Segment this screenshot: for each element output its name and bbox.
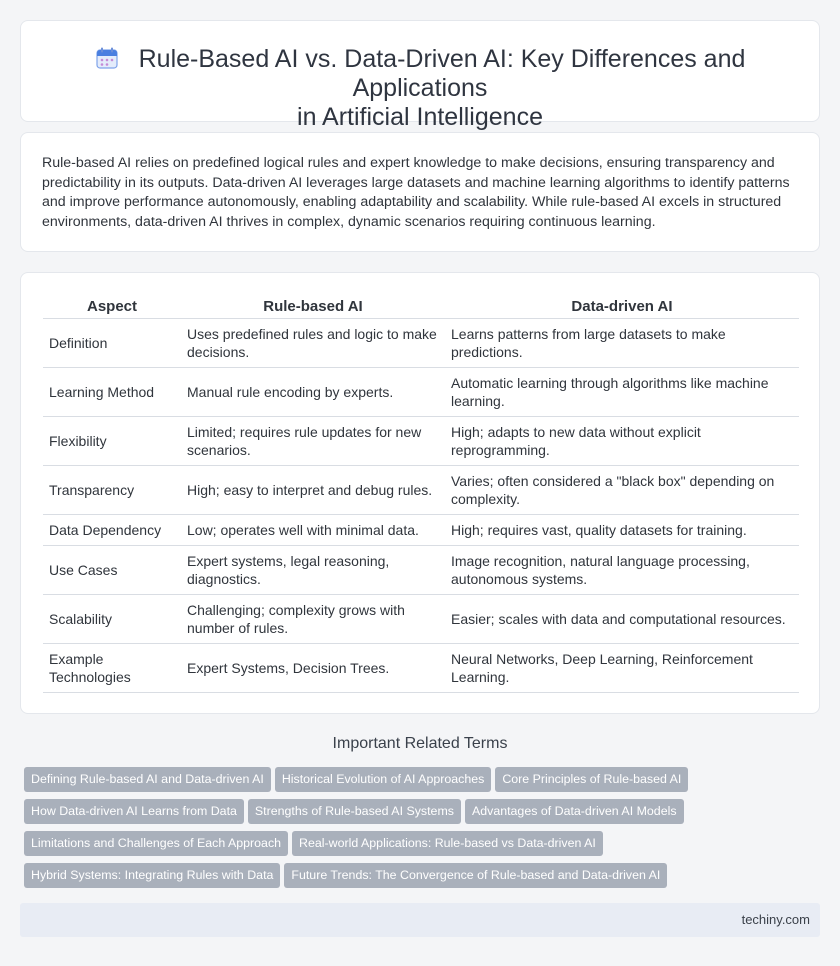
table-row <box>43 466 799 515</box>
cell-data-driven: Image recognition, natural language processing, autonomous systems. <box>445 546 799 595</box>
related-term-chip[interactable]: Real-world Applications: Rule-based vs Data-driven AI <box>292 831 603 856</box>
table-header-row <box>43 297 799 319</box>
cell-aspect: Scalability <box>43 595 181 644</box>
table-row <box>43 515 799 546</box>
header-data-driven: Data-driven AI <box>445 297 799 319</box>
comparison-table <box>43 297 799 693</box>
cell-data-driven: Learns patterns from large datasets to make predictions. <box>445 319 799 368</box>
related-term-chip[interactable]: Hybrid Systems: Integrating Rules with Data <box>24 863 280 888</box>
intro-card <box>20 132 820 252</box>
table-row <box>43 546 799 595</box>
cell-data-driven: Easier; scales with data and computational resources. <box>445 595 799 644</box>
cell-rule-based: Manual rule encoding by experts. <box>181 368 445 417</box>
cell-aspect: Transparency <box>43 466 181 515</box>
cell-aspect: Data Dependency <box>43 515 181 546</box>
cell-data-driven: High; adapts to new data without explicit reprogramming. <box>445 417 799 466</box>
related-term-chip[interactable]: Advantages of Data-driven AI Models <box>465 799 684 824</box>
cell-rule-based: Low; operates well with minimal data. <box>181 515 445 546</box>
comparison-card <box>20 272 820 714</box>
cell-aspect: Example Technologies <box>43 644 181 693</box>
cell-aspect: Use Cases <box>43 546 181 595</box>
related-term-chip[interactable]: Limitations and Challenges of Each Approach <box>24 831 288 856</box>
table-row <box>43 595 799 644</box>
cell-data-driven: High; requires vast, quality datasets for training. <box>445 515 799 546</box>
cell-data-driven: Automatic learning through algorithms like machine learning. <box>445 368 799 417</box>
cell-rule-based: Expert Systems, Decision Trees. <box>181 644 445 693</box>
footer-site-link[interactable]: techiny.com <box>741 912 810 927</box>
table-row <box>43 368 799 417</box>
cell-data-driven: Varies; often considered a "black box" depending on complexity. <box>445 466 799 515</box>
footer <box>20 903 820 937</box>
related-term-chip[interactable]: Defining Rule-based AI and Data-driven AI <box>24 767 271 792</box>
table-row <box>43 417 799 466</box>
page-title <box>21 45 819 132</box>
cell-aspect: Definition <box>43 319 181 368</box>
title-line-2: in Artificial Intelligence <box>297 103 543 131</box>
related-term-chip[interactable]: Historical Evolution of AI Approaches <box>275 767 492 792</box>
cell-rule-based: Challenging; complexity grows with number of rules. <box>181 595 445 644</box>
related-terms-list <box>24 767 824 895</box>
header-rule-based: Rule-based AI <box>181 297 445 319</box>
table-row <box>43 644 799 693</box>
cell-data-driven: Neural Networks, Deep Learning, Reinforcement Learning. <box>445 644 799 693</box>
calendar-icon <box>95 46 119 70</box>
cell-rule-based: Uses predefined rules and logic to make decisions. <box>181 319 445 368</box>
cell-rule-based: Limited; requires rule updates for new scenarios. <box>181 417 445 466</box>
header-aspect: Aspect <box>43 297 181 319</box>
intro-paragraph: Rule-based AI relies on predefined logical rules and expert knowledge to make decisions, ensuring transparency and predictability in its outputs. Data-driven AI leverages large datasets and machine learning algorithms to identify patterns and improve performance autonomously, enabling adaptability and scalability. While rule-based AI excels in structured environments, data-driven AI thrives in complex, dynamic scenarios requiring continuous learning. <box>42 155 790 230</box>
cell-aspect: Flexibility <box>43 417 181 466</box>
cell-rule-based: Expert systems, legal reasoning, diagnostics. <box>181 546 445 595</box>
related-term-chip[interactable]: Core Principles of Rule-based AI <box>495 767 688 792</box>
cell-aspect: Learning Method <box>43 368 181 417</box>
related-term-chip[interactable]: How Data-driven AI Learns from Data <box>24 799 244 824</box>
title-card <box>20 20 820 131</box>
title-line-1: Rule-Based AI vs. Data-Driven AI: Key Differences and Applications <box>138 45 746 102</box>
related-term-chip[interactable]: Strengths of Rule-based AI Systems <box>248 799 461 824</box>
related-term-chip[interactable]: Future Trends: The Convergence of Rule-based and Data-driven AI <box>284 863 667 888</box>
cell-rule-based: High; easy to interpret and debug rules. <box>181 466 445 515</box>
table-row <box>43 319 799 368</box>
related-terms-heading: Important Related Terms <box>332 735 508 752</box>
